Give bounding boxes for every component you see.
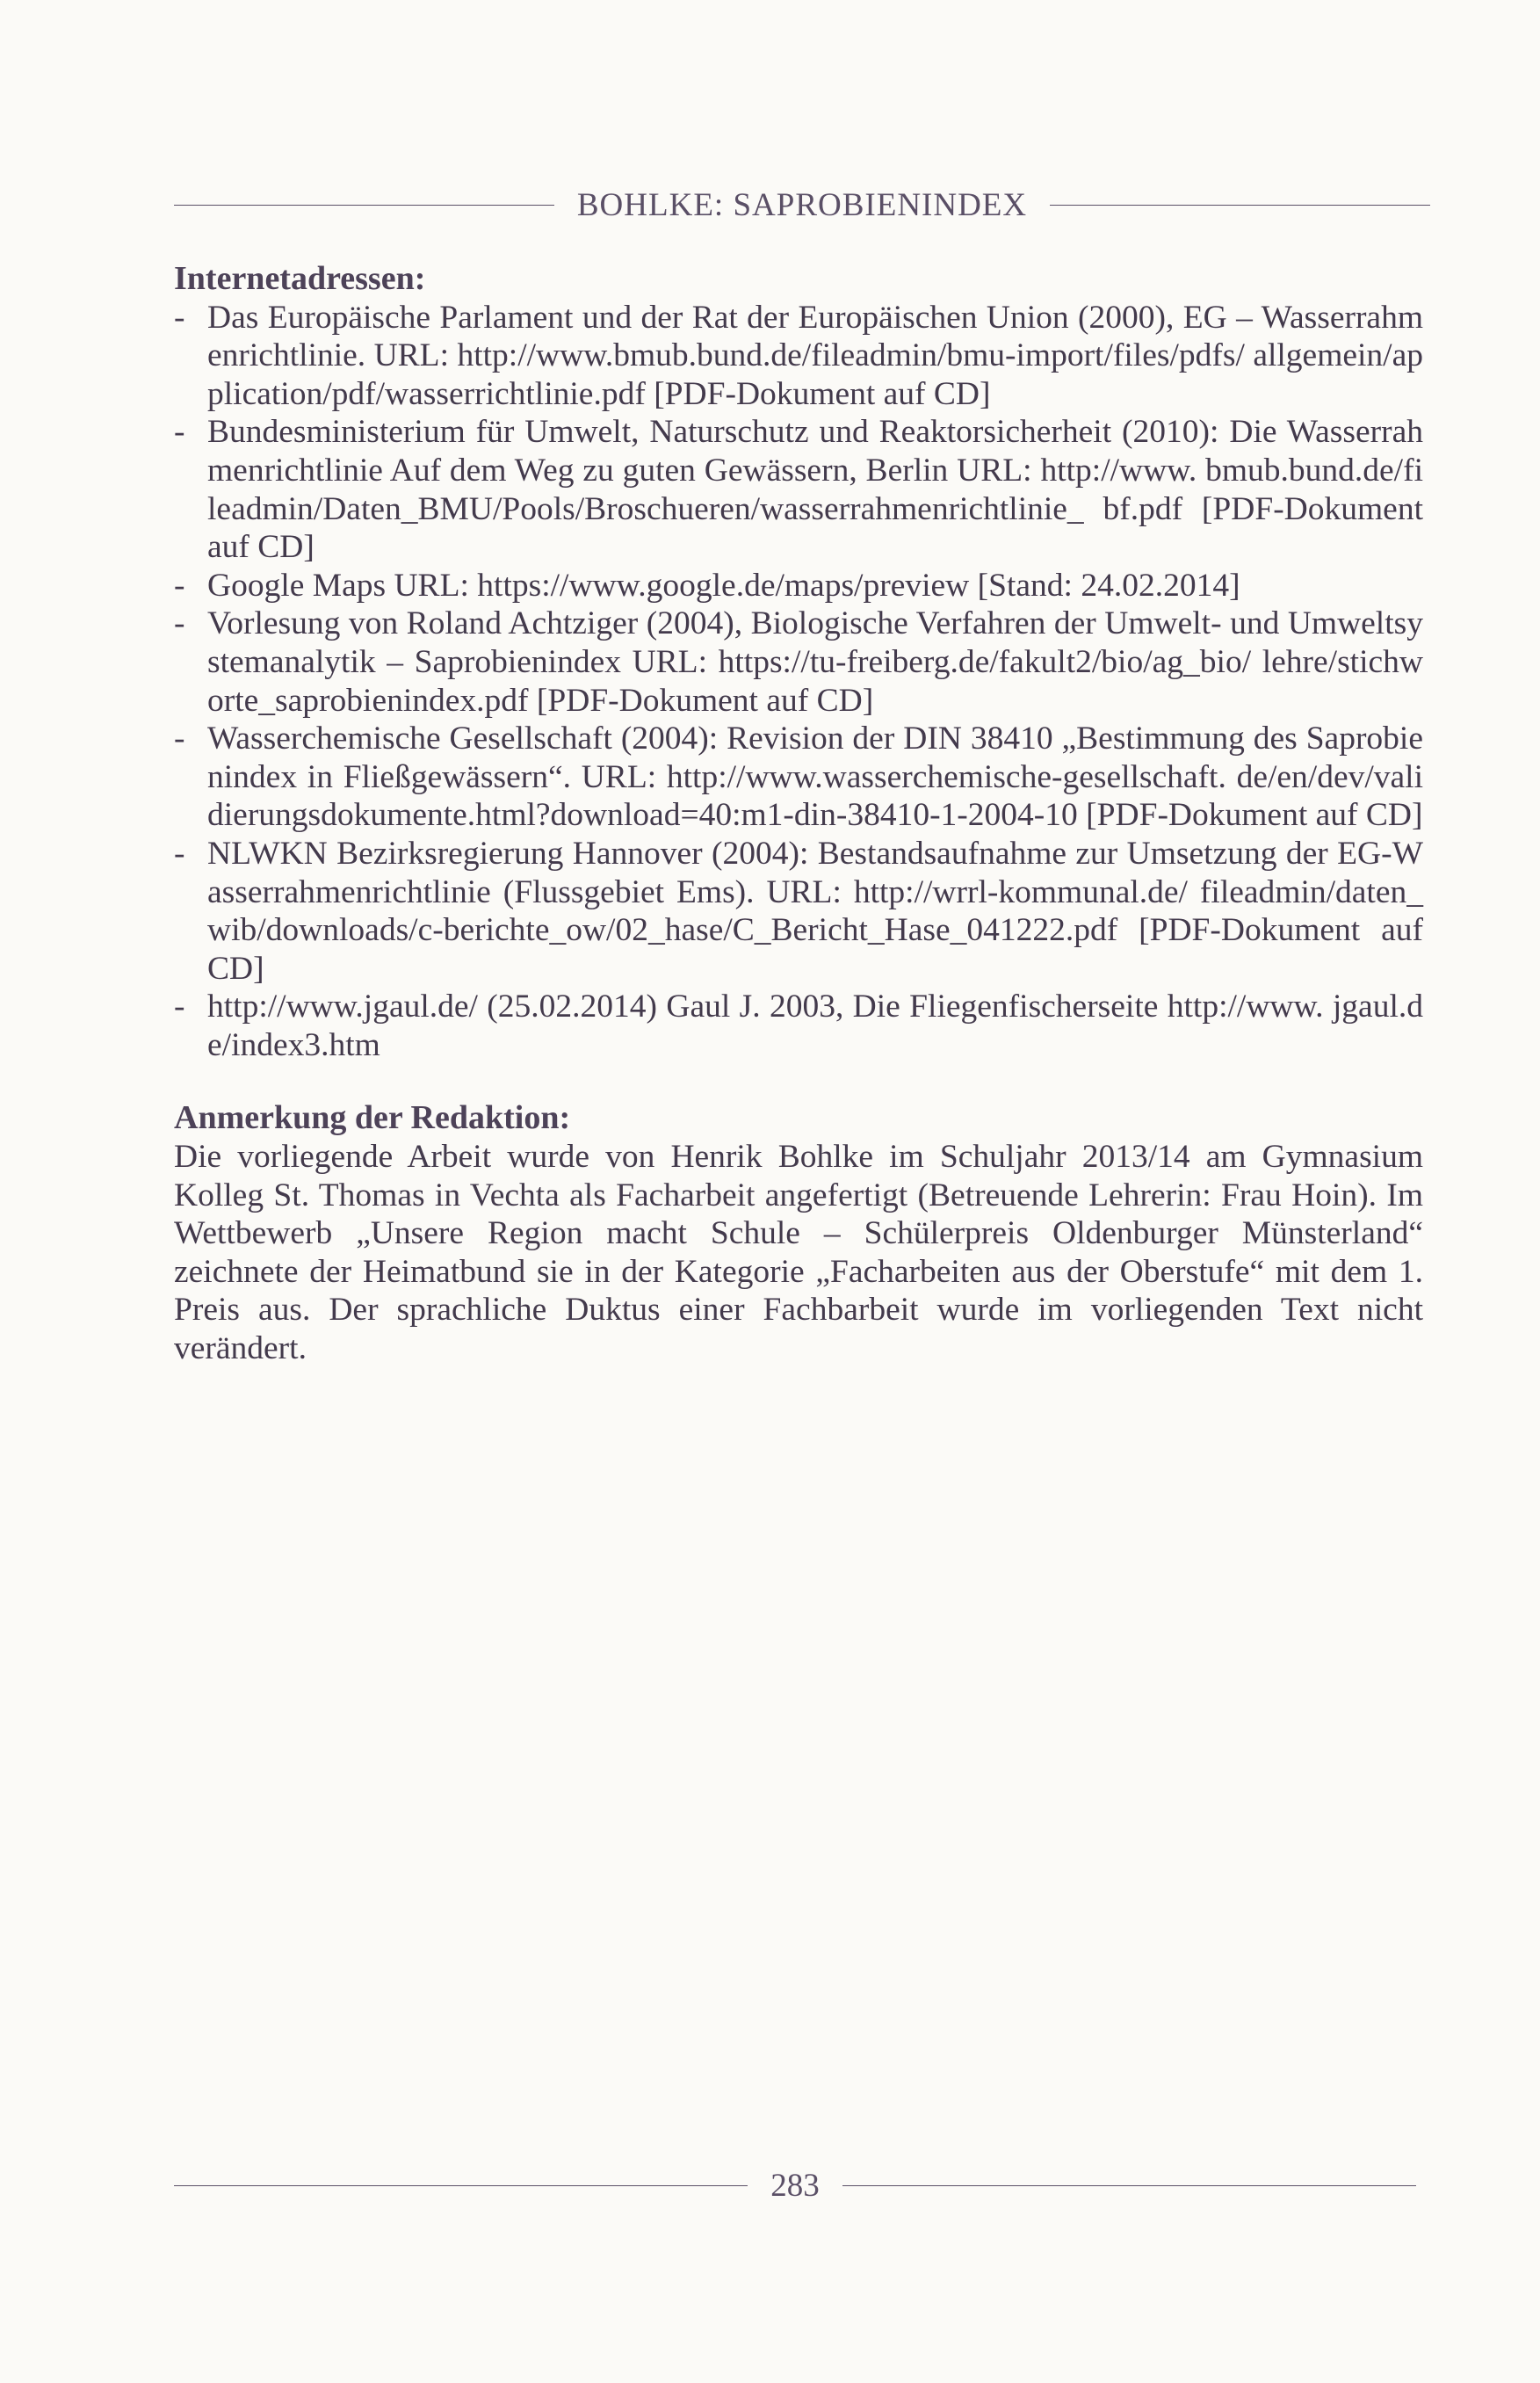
list-dash: -	[174, 414, 185, 451]
header-rule-left	[174, 205, 554, 206]
running-header-title: BOHLKE: SAPROBIENINDEX	[576, 187, 1028, 223]
footer-rule-left	[174, 2185, 748, 2186]
reference-text: Vorlesung von Roland Achtziger (2004), Biologische Verfahren der Umwelt- und Umweltsystemanalytik – Saprobienindex URL: https://tu-freiberg.de/fakult2/bio/ag_bio/ lehre/stichworte_saprobienindex.pdf [PDF-Dokument auf CD]	[207, 605, 1423, 719]
list-dash: -	[174, 299, 185, 336]
list-dash: -	[174, 567, 185, 604]
list-dash: -	[174, 721, 185, 757]
reference-text: Das Europäische Parlament und der Rat der Europäischen Union (2000), EG – Wasserrahmenrichtlinie. URL: http://www.bmub.bund.de/fileadmin/bmu-import/files/pdfs/ allgemein/application/pdf/wasserrichtlinie.pdf [PDF-Dokument auf CD]	[207, 299, 1423, 412]
editorial-note-body: Die vorliegende Arbeit wurde von Henrik Bohlke im Schuljahr 2013/14 am Gymnasium Kolleg St. Thomas in Vechta als Facharbeit angefertigt (Betreuende Lehrerin: Frau Hoin). Im Wettbewerb „Unsere Region macht Schule – Schülerpreis Oldenburger Münsterland“ zeichnete der Heimatbund sie in der Kategorie „Facharbeiten aus der Oberstufe“ mit dem 1. Preis aus. Der sprachliche Duktus einer Fachbarbeit wurde im vorliegenden Text nicht verändert.	[174, 1139, 1423, 1367]
reference-item	[174, 605, 1423, 720]
list-dash: -	[174, 605, 185, 642]
reference-text: Google Maps URL: https://www.google.de/maps/preview [Stand: 24.02.2014]	[207, 567, 1240, 604]
footer-rule-right	[842, 2185, 1416, 2186]
running-footer	[174, 2167, 1416, 2205]
reference-item	[174, 299, 1423, 414]
list-dash: -	[174, 989, 185, 1025]
reference-text: NLWKN Bezirksregierung Hannover (2004): Bestandsaufnahme zur Umsetzung der EG-Wasserrahmenrichtlinie (Flussgebiet Ems). URL: http://wrrl-kommunal.de/ fileadmin/daten_wib/downloads/c-berichte_ow/02_hase/C_Bericht_Hase_041222.pdf [PDF-Dokument auf CD]	[207, 835, 1423, 987]
reference-list	[174, 299, 1423, 1065]
reference-text: Wasserchemische Gesellschaft (2004): Revision der DIN 38410 „Bestimmung des Saprobienindex in Fließgewässern“. URL: http://www.wasserchemische-gesellschaft. de/en/dev/validierungsdokumente.html?download=40:m1-din-38410-1-2004-10 [PDF-Dokument auf CD]	[207, 721, 1423, 834]
running-header	[174, 186, 1430, 224]
header-rule-right	[1050, 205, 1430, 206]
reference-item	[174, 720, 1423, 835]
reference-item	[174, 567, 1423, 605]
reference-text: Bundesministerium für Umwelt, Naturschutz und Reaktorsicherheit (2010): Die Wasserrahmenrichtlinie Auf dem Weg zu guten Gewässern, Berlin URL: http://www. bmub.bund.de/fileadmin/Daten_BMU/Pools/Broschueren/wasserrahmenrichtlinie_ bf.pdf [PDF-Dokument auf CD]	[207, 414, 1423, 566]
internet-addresses-heading: Internetadressen:	[174, 260, 426, 297]
list-dash: -	[174, 835, 185, 872]
reference-text: http://www.jgaul.de/ (25.02.2014) Gaul J. 2003, Die Fliegenfischerseite http://www. jgaul.de/index3.htm	[207, 989, 1423, 1063]
page-number: 283	[770, 2168, 820, 2204]
main-text	[174, 260, 1423, 1368]
reference-item	[174, 413, 1423, 566]
reference-item	[174, 835, 1423, 988]
editorial-note-heading: Anmerkung der Redaktion:	[174, 1099, 571, 1137]
reference-item	[174, 988, 1423, 1064]
